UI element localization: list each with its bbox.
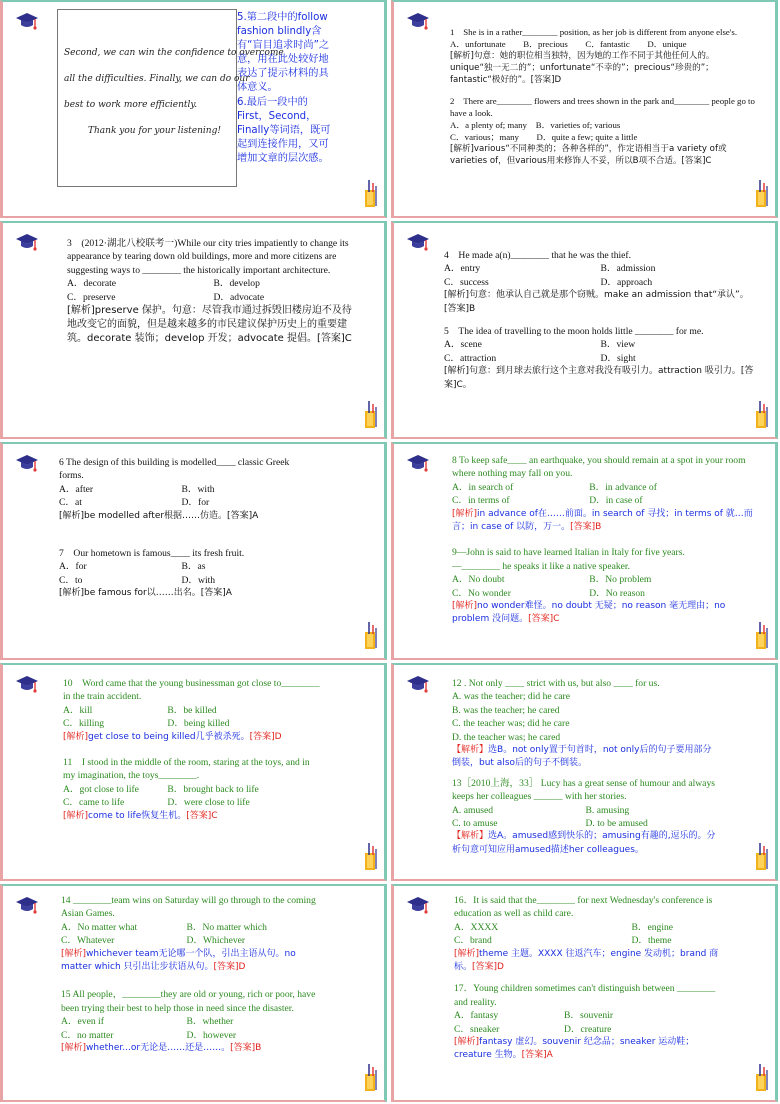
option: D．creature (564, 1023, 612, 1035)
option: D．approach (600, 276, 653, 288)
option: D．advocate (213, 291, 265, 303)
answer-3: [解析]preserve 保护。句意：尽管我市通过拆毁旧楼房迫不及待地改变它的面貌，但是越来越多的市民建议保护历史上的重要建筑。decorate 装饰；develop 开发；advocate 提倡。[答案]C (67, 305, 352, 345)
graduation-cap-icon (406, 675, 430, 695)
analysis-text: 选B。not only置于句首时，not only后的句子要用部分倒装，but also后的句子不倒装。 (452, 745, 712, 769)
option: C．killing (63, 718, 105, 730)
answer-9 (452, 600, 757, 627)
answer-1: [解析]句意：她的职位相当独特，因为她的工作不同于其他任何人的。unique“独一无二的”；unfortunate“不幸的”；precious“珍贵的”；fantastic“极好的”。[答案]D (450, 51, 715, 85)
answer-14 (61, 948, 328, 975)
question-13-options (452, 804, 719, 831)
pencil-stand-icon (364, 1062, 378, 1092)
note-5: 5.第二段中的follow fashion blindly含有“盲目追求时尚”之意，用在此处较好地表达了提示材料的具体意义。 (237, 12, 330, 93)
analysis-tag: [解析] (61, 948, 87, 959)
question-17: 17．Young children sometimes can't distinguish between ________ and reality. (454, 983, 716, 1008)
option: A. amused (452, 804, 494, 816)
question-13: 13［2010上海，33］ Lucy has a great sense of humour and always keeps her colleagues ______ with her stories. (452, 777, 715, 803)
analysis-tag: [解析] (63, 810, 89, 821)
pencil-stand-icon (755, 841, 769, 871)
slide-6 (391, 442, 778, 660)
analysis-text: whichever team无论哪一个队，引出主语从句。no matter which 只引出让步状语从句。 (61, 948, 296, 973)
graduation-cap-icon (406, 896, 430, 916)
slide-4 (391, 221, 778, 439)
option: A．fantasy (454, 1010, 499, 1022)
option: C. the teacher was; did he care (452, 718, 570, 730)
option: B．in advance of (589, 481, 657, 493)
option: D. the teacher was; he cared (452, 731, 561, 743)
answer-tag: [答案]B (570, 522, 602, 533)
option: B．admission (600, 263, 656, 275)
option: C．attraction (444, 352, 497, 364)
analysis-text: whether...or无论是……还是……。 (86, 1043, 231, 1054)
slide-9 (0, 884, 387, 1102)
question-8-options (452, 481, 757, 508)
option: C．preserve (67, 291, 116, 303)
option: C．no matter (61, 1029, 114, 1041)
pencil-stand-icon (364, 841, 378, 871)
question-15: 15 All people，________they are old or young, rich or poor, have been trying their best to help those in need since the disaster. (61, 989, 316, 1014)
pencil-stand-icon (755, 1062, 769, 1092)
option: B．brought back to life (167, 783, 259, 795)
analysis-text: 选A。amused感到快乐的；amusing有趣的,逗乐的。分析句意可知应用amused描述her colleagues。 (452, 831, 716, 855)
slide-7 (0, 663, 387, 881)
answer-17 (454, 1036, 729, 1063)
option: A．after (59, 483, 94, 495)
slide-content (67, 237, 360, 346)
question-14-options (61, 921, 328, 948)
option: D．No reason (589, 587, 645, 599)
question-6-options (59, 483, 304, 510)
graduation-cap-icon (15, 675, 39, 695)
graduation-cap-icon (406, 233, 430, 253)
question-5: 5 The idea of travelling to the moon holds little ________ for me. (444, 326, 704, 338)
question-2-options: C．various；many D．quite a few; quite a little (450, 132, 638, 142)
question-4: 4 He made a(n)________ that he was the thief. (444, 250, 632, 261)
slide-content (450, 26, 757, 167)
graduation-cap-icon (15, 12, 39, 32)
question-16-options (454, 921, 729, 948)
analysis-text: theme 主题。XXXX 往返汽车；engine 发动机；brand 商标。 (454, 948, 719, 973)
option: A. was the teacher; did he care (452, 691, 570, 703)
option: C．to (59, 574, 83, 586)
answer-tag: [答案]D (249, 731, 282, 742)
option: B．develop (213, 278, 260, 290)
option: B．be killed (167, 704, 217, 716)
question-9: 9—John is said to have learned Italian in Italy for five years. (452, 547, 685, 559)
analysis-tag: [解析] (454, 1037, 480, 1048)
slide-8 (391, 663, 778, 881)
pencil-stand-icon (755, 620, 769, 650)
option: C．sneaker (454, 1023, 500, 1035)
option: A．even if (61, 1016, 104, 1028)
option: D．for (181, 497, 210, 509)
question-12: 12 . Not only ____ strict with us, but also ____ for us. (452, 678, 660, 689)
pencil-stand-icon (364, 399, 378, 429)
answer-tag: [答案]D (472, 962, 504, 973)
answer-5: [解析]句意：到月球去旅行这个主意对我没有吸引力。attraction 吸引力。[答案]C。 (444, 366, 754, 390)
handwriting-line: Thank you for your listening! (88, 126, 221, 136)
pencil-stand-icon (755, 399, 769, 429)
answer-tag: [答案]B (230, 1043, 262, 1054)
answer-4: [解析]句意：他承认自己就是那个窃贼。make an admission that“承认”。[答案]B (444, 290, 749, 314)
option: D．were close to life (167, 797, 250, 809)
option: B．view (600, 339, 636, 351)
option: A．scene (444, 339, 482, 351)
option: A．No doubt (452, 574, 505, 586)
option: A．for (59, 561, 87, 573)
question-2: 2 There are________ flowers and trees shown in the park and________ people go to have a look. (450, 96, 755, 118)
option: D. to be amused (585, 818, 648, 830)
option: B. was the teacher; he cared (452, 704, 560, 716)
slide-2 (391, 0, 778, 218)
answer-10 (63, 731, 324, 744)
option: A．XXXX (454, 921, 499, 933)
question-11-options (63, 783, 324, 810)
analysis-tag: [解析] (61, 1043, 87, 1054)
graduation-cap-icon (15, 454, 39, 474)
slide-5 (0, 442, 387, 660)
option: A．kill (63, 704, 93, 716)
option: C．No wonder (452, 587, 511, 599)
question-16: 16．It is said that the________ for next Wednesday's conference is education as well as child care. (454, 895, 713, 920)
option: D．theme (631, 935, 672, 947)
question-11: 11 I stood in the middle of the room, staring at the toys, and in my imagination, the toys________. (63, 757, 310, 782)
analysis-tag: 【解析】 (452, 745, 489, 756)
pencil-stand-icon (364, 178, 378, 208)
slide-content (59, 456, 304, 601)
handwriting-line: best to work more efficiently. (64, 100, 198, 110)
question-6: 6 The design of this building is modelled____ classic Greek forms. (59, 457, 290, 482)
option: A．entry (444, 263, 481, 275)
question-4-options (444, 262, 757, 289)
option: C．Whatever (61, 935, 115, 947)
analysis-text: come to life恢复生机。 (88, 810, 187, 821)
option: B．No problem (589, 574, 652, 586)
pencil-stand-icon (755, 178, 769, 208)
annotation-notes (237, 11, 337, 167)
analysis-text: get close to being killed几乎被杀死。 (88, 731, 250, 742)
note-6: 6.最后一段中的First，Second，Finally等词语，既可起到连接作用，又可增加文章的层次感。 (237, 97, 331, 164)
slide-content (452, 677, 719, 857)
slide-content (63, 677, 324, 823)
slide-content (452, 454, 757, 627)
question-14: 14 ________team wins on Saturday will go through to the coming Asian Games. (61, 895, 316, 920)
option: A．No matter what (61, 921, 138, 933)
analysis-tag: [解析] (63, 731, 89, 742)
analysis-tag: 【解析】 (452, 831, 489, 842)
option: B．whether (186, 1016, 234, 1028)
option: C．in terms of (452, 495, 510, 507)
analysis-text: no wonder难怪。no doubt 无疑；no reason 毫无理由；no problem 没问题。 (452, 601, 726, 625)
answer-16 (454, 948, 729, 975)
graduation-cap-icon (406, 454, 430, 474)
option: C．brand (454, 935, 492, 947)
option: B．engine (631, 921, 674, 933)
answer-tag: [答案]A (521, 1050, 553, 1061)
analysis-tag: [解析] (454, 948, 480, 959)
question-9-reply: —________ he speaks it like a native speaker. (452, 560, 630, 572)
pencil-stand-icon (364, 620, 378, 650)
graduation-cap-icon (406, 12, 430, 32)
option: A．decorate (67, 278, 117, 290)
option: B．No matter which (186, 921, 267, 933)
question-15-options (61, 1015, 328, 1042)
question-3: 3 (2012·湖北八校联考一)While our city tries impatiently to change its appearance by tearing down old buildings, more and more citizens are suggesting ways to ________ the historically important architecture. (67, 238, 349, 276)
option: D．with (181, 574, 216, 586)
graduation-cap-icon (15, 233, 39, 253)
option: B. amusing (585, 804, 630, 816)
option: B．with (181, 483, 215, 495)
analysis-text: in advance of在……前面。in search of 寻找；in terms of 就…而言；in case of 以防，万一。 (452, 508, 753, 533)
graduation-cap-icon (15, 896, 39, 916)
analysis-tag: [解析] (452, 601, 478, 612)
answer-12 (452, 744, 719, 771)
answer-6: [解析]be modelled after根据……仿造。[答案]A (59, 510, 259, 521)
question-9-options (452, 573, 757, 600)
answer-15 (61, 1042, 328, 1055)
answer-2: [解析]various“不同种类的；各种各样的”，作定语相当于a variety of或varieties of，但various用来修饰人不妥，所以B项不合适。[答案]C (450, 144, 727, 166)
option: C．came to life (63, 797, 125, 809)
option: D．in case of (589, 495, 643, 507)
option: A．in search of (452, 481, 514, 493)
analysis-tag: [解析] (452, 508, 478, 519)
option: A．got close to life (63, 783, 139, 795)
slide-content (61, 894, 328, 1055)
slide-content (454, 894, 729, 1063)
question-7: 7 Our hometown is famous____ its fresh fruit. (59, 548, 245, 560)
question-10: 10 Word came that the young businessman got close to________ in the train accident. (63, 678, 320, 703)
handwriting-line: all the difficulties. Finally, we can do our (64, 74, 250, 84)
option: D．sight (600, 352, 636, 364)
handwriting-line: Second, we can win the confidence to overcome (64, 48, 284, 58)
slide-10 (391, 884, 778, 1102)
option: D．Whichever (186, 935, 246, 947)
answer-13 (452, 830, 719, 857)
answer-tag: [答案]C (528, 614, 560, 625)
question-3-options (67, 277, 360, 304)
question-1: 1 She is in a rather________ position, as her job is different from anyone else's. A．unfortunate B．precious C．fantastic D．unique (450, 27, 746, 49)
option: D．however (186, 1029, 237, 1041)
slide-1 (0, 0, 387, 218)
slide-3 (0, 221, 387, 439)
option: C. to amuse (452, 818, 498, 830)
option: C．at (59, 497, 82, 509)
question-17-options (454, 1009, 729, 1036)
question-7-options (59, 560, 304, 587)
option: B．souvenir (564, 1010, 614, 1022)
answer-tag: [答案]C (186, 810, 218, 821)
answer-8 (452, 508, 757, 535)
question-10-options (63, 704, 324, 731)
analysis-text: fantasy 虚幻。souvenir 纪念品；sneaker 运动鞋；creature 生物。 (454, 1037, 695, 1061)
option: B．as (181, 561, 206, 573)
slide-content (444, 249, 757, 392)
option: D．being killed (167, 718, 230, 730)
answer-tag: [答案]D (213, 962, 246, 973)
question-8: 8 To keep safe____ an earthquake, you should remain at a spot in your room where nothing may fall on you. (452, 455, 746, 480)
option: C．success (444, 276, 489, 288)
answer-11 (63, 810, 324, 823)
answer-7: [解析]be famous for以……出名。[答案]A (59, 588, 232, 599)
question-2-options: A．a plenty of; many B．varieties of; various (450, 120, 621, 130)
question-5-options (444, 338, 757, 365)
